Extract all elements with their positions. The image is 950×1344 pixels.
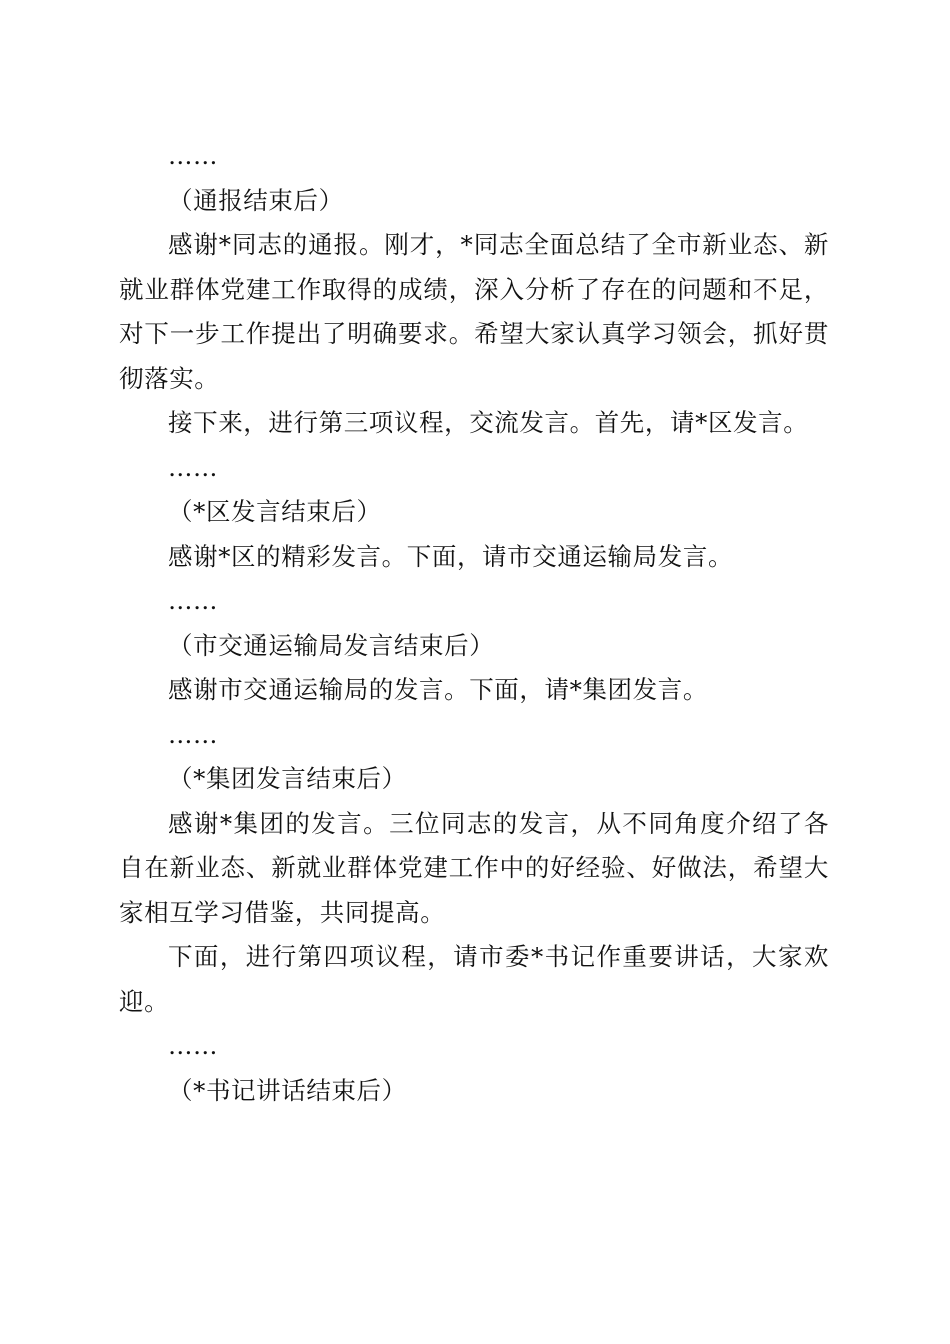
ellipsis-line: …… xyxy=(168,719,218,749)
ellipsis-line: …… xyxy=(168,452,218,482)
document-body xyxy=(119,134,829,1113)
stage-direction: （*集团发言结束后） xyxy=(168,764,407,793)
stage-direction: （市交通运输局发言结束后） xyxy=(168,630,495,660)
stage-direction: （通报结束后） xyxy=(168,185,344,215)
ellipsis-line: …… xyxy=(168,141,218,170)
paragraph: 接下来，进行第三项议程，交流发言。首先，请*区发言。 xyxy=(168,408,809,437)
ellipsis-line: …… xyxy=(168,1031,218,1060)
paragraph: 感谢*区的精彩发言。下面，请市交通运输局发言。 xyxy=(168,541,734,571)
paragraph: 感谢市交通运输局的发言。下面，请*集团发言。 xyxy=(168,675,708,704)
paragraph: 感谢*同志的通报。刚才，*同志全面总结了全市新业态、新就业群体党建工作取得的成绩，深入分析了存在的问题和不足，对下一步工作提出了明确要求。希望大家认真学习领会，抓好贯彻落实。 xyxy=(119,230,829,393)
paragraph: 下面，进行第四项议程，请市委*书记作重要讲话，大家欢迎。 xyxy=(119,942,829,1016)
paragraph: 感谢*集团的发言。三位同志的发言，从不同角度介绍了各自在新业态、新就业群体党建工作中的好经验、好做法，希望大家相互学习借鉴，共同提高。 xyxy=(119,808,829,927)
stage-direction: （*区发言结束后） xyxy=(168,497,382,526)
ellipsis-line: …… xyxy=(168,586,218,615)
stage-direction: （*书记讲话结束后） xyxy=(168,1075,407,1105)
